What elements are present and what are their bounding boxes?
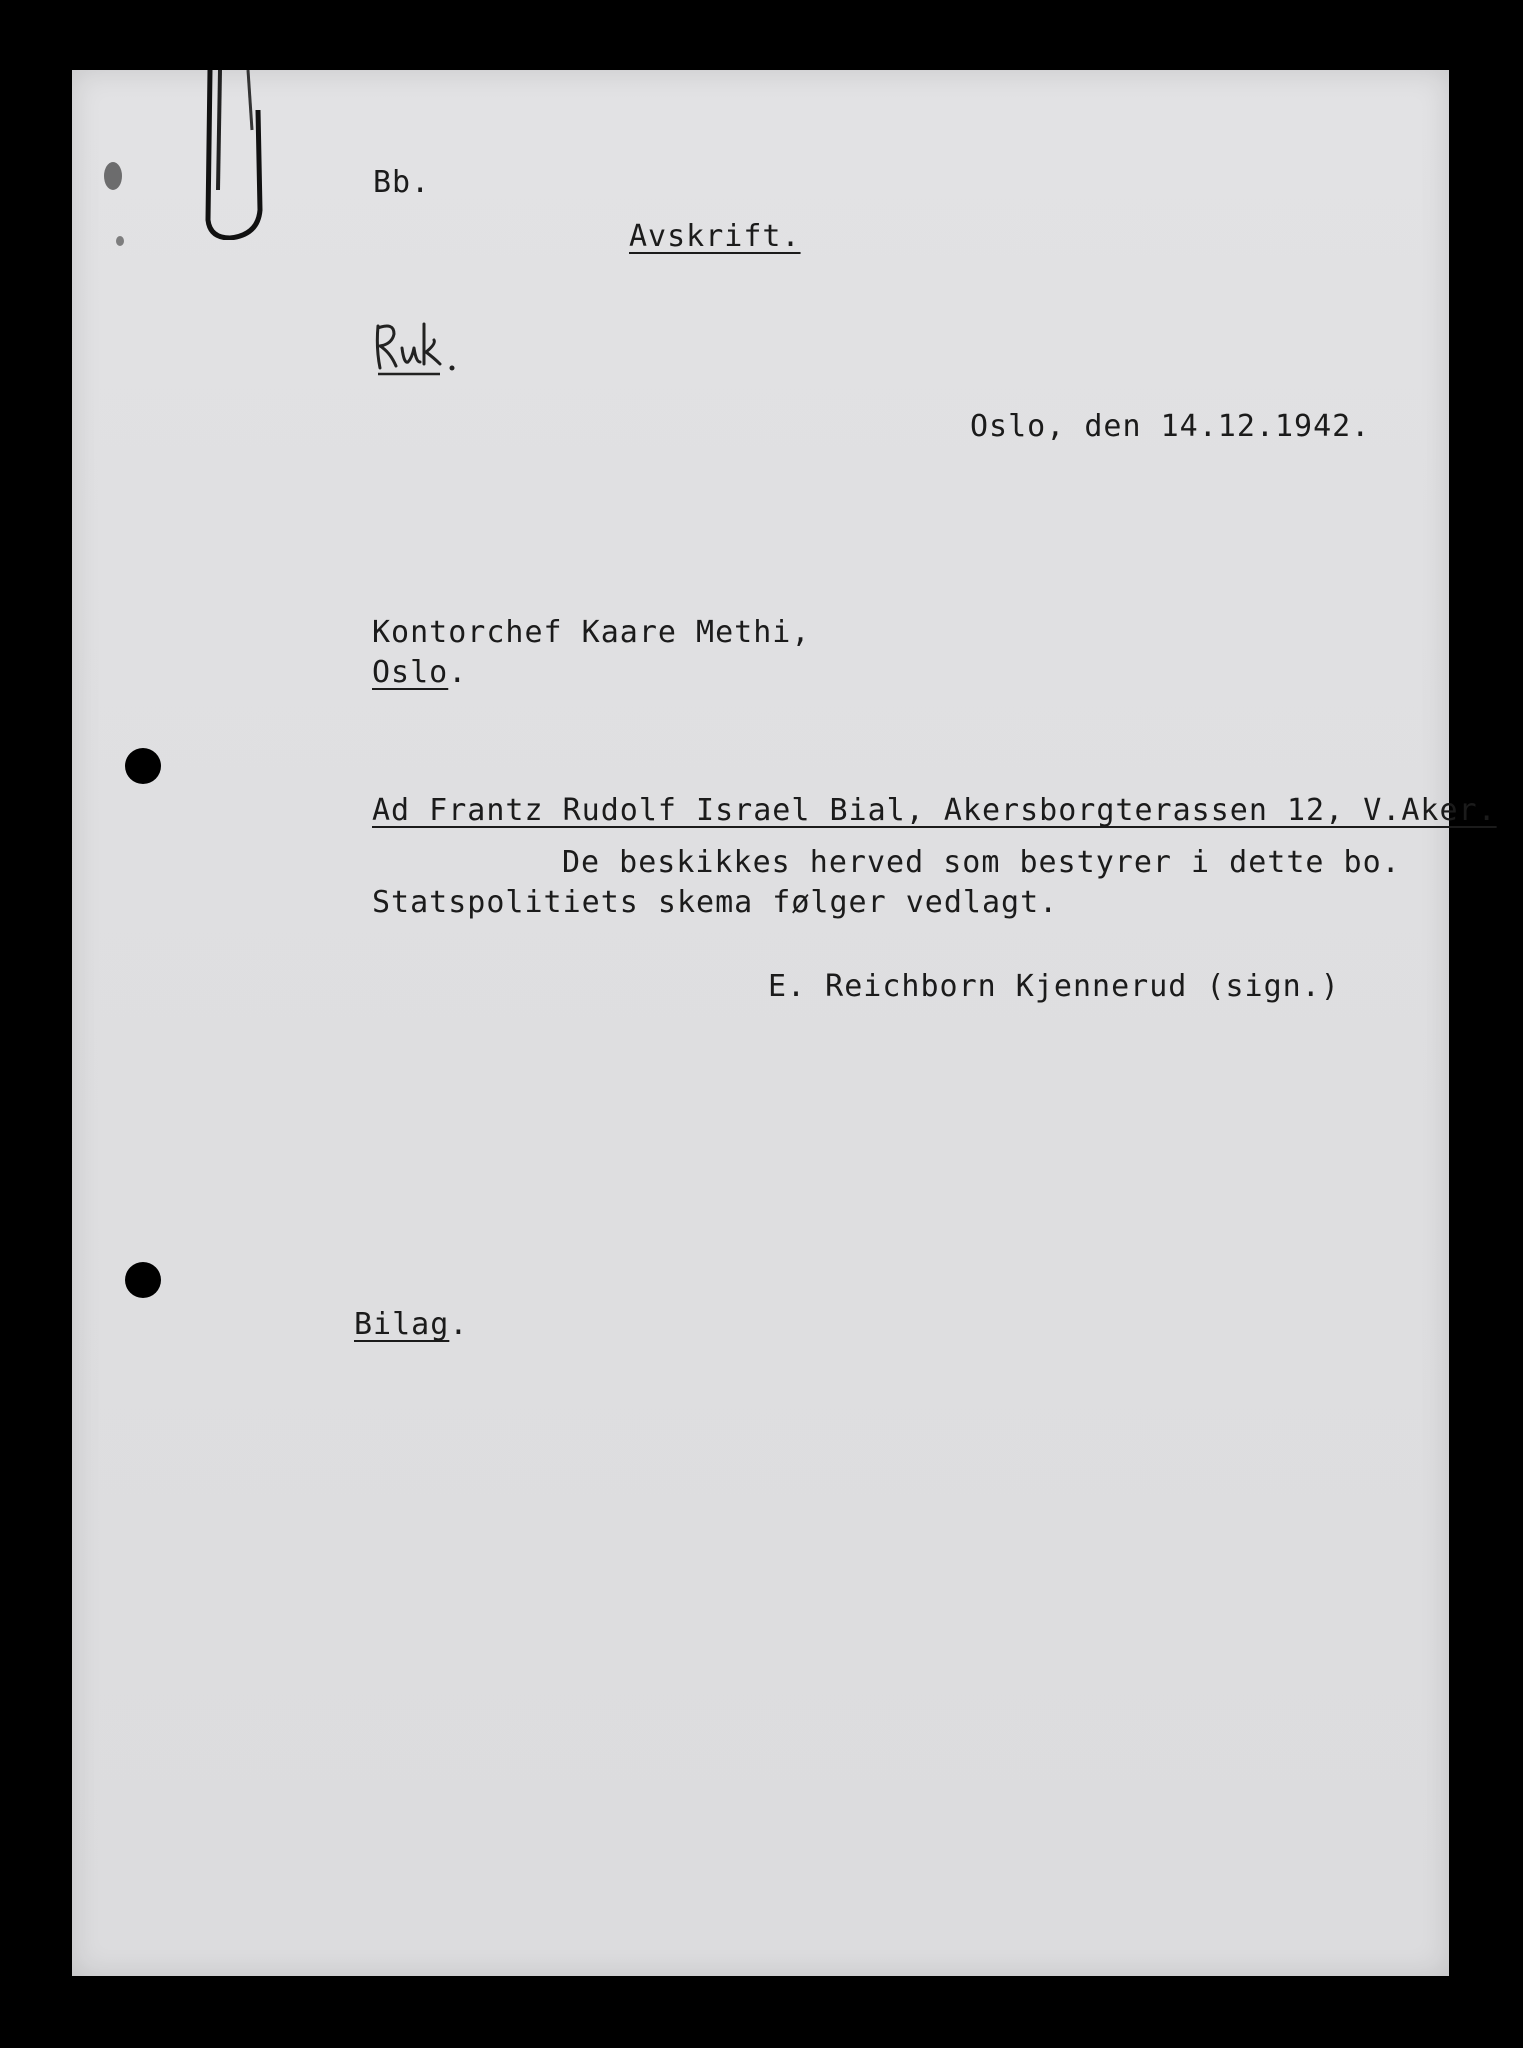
signature-line: E. Reichborn Kjennerud (sign.) [768, 969, 1340, 1004]
recipient-name: Kontorchef Kaare Methi, [372, 615, 811, 650]
body-line-1: De beskikkes herved som bestyrer i dette bo. [562, 845, 1401, 880]
recipient-city-text: Oslo [372, 655, 449, 690]
punch-hole [125, 748, 161, 784]
paper-sheet [72, 70, 1449, 1976]
handwritten-initials [372, 318, 462, 378]
ink-smudge [116, 236, 124, 246]
document-title: Avskrift. [629, 219, 801, 254]
body-line-2: Statspolitiets skema følger vedlagt. [372, 885, 1059, 920]
enclosure-label: Bilag. [354, 1307, 469, 1342]
punch-hole [125, 1262, 161, 1298]
recipient-city: Oslo. [372, 655, 468, 690]
subject-line: Ad Frantz Rudolf Israel Bial, Akersborgterassen 12, V.Aker. [372, 793, 1497, 828]
enclosure-label-text: Bilag [354, 1307, 450, 1342]
reference-code: Bb. [373, 165, 431, 200]
paper-clip-mark [200, 70, 270, 240]
ink-smudge [104, 162, 122, 190]
place-date: Oslo, den 14.12.1942. [970, 409, 1371, 444]
